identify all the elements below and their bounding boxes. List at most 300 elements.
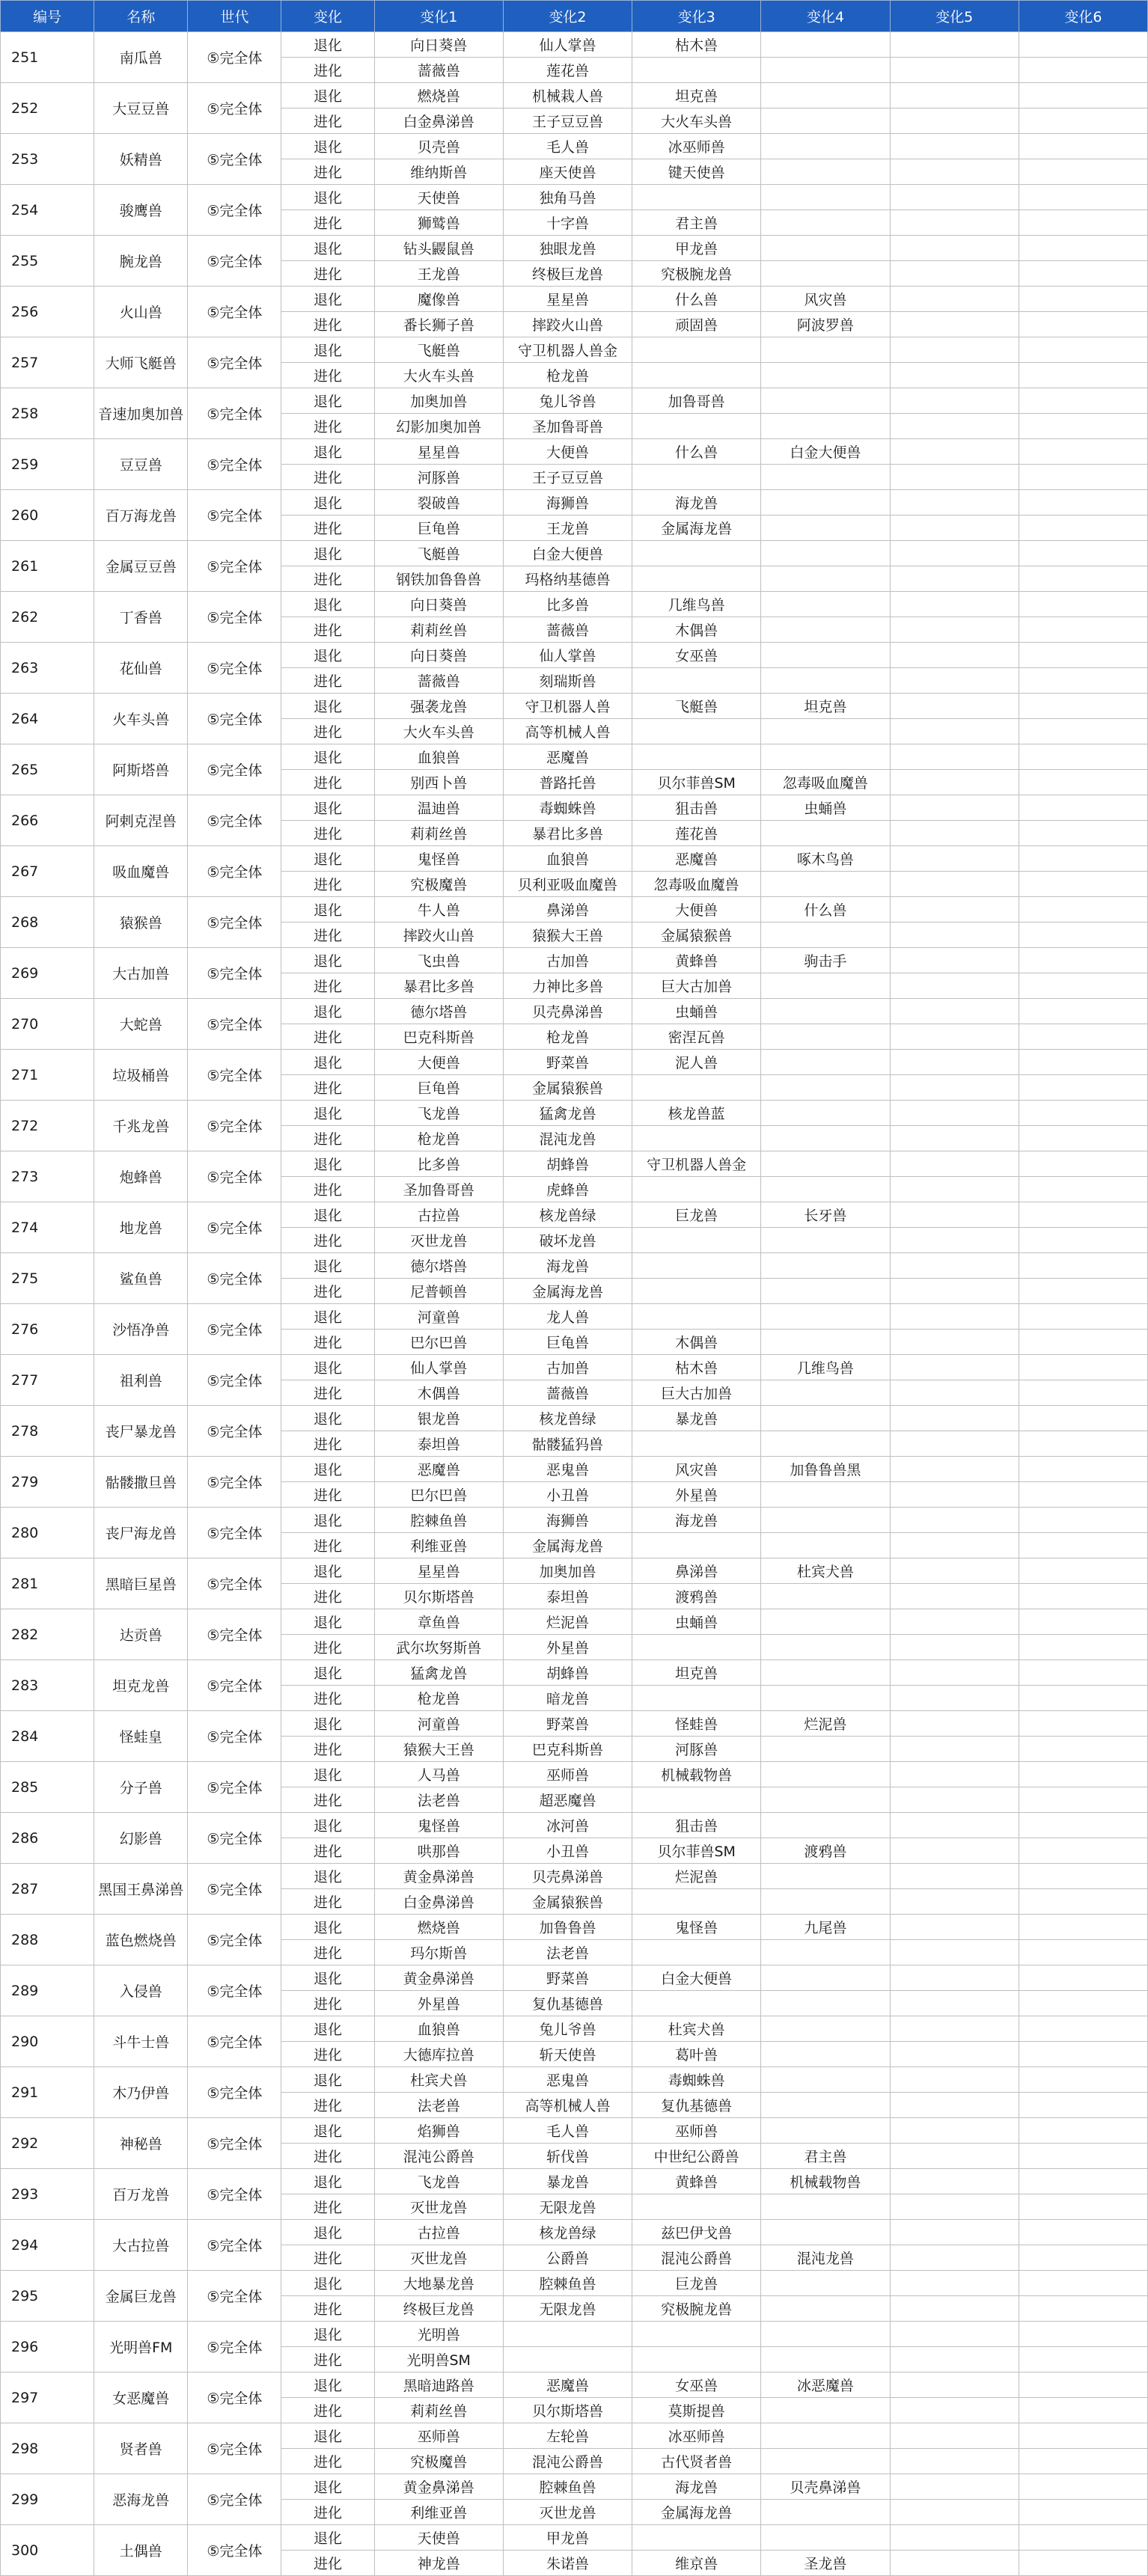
cell-change-5 [890,1202,1019,1228]
cell-change-3: 加鲁哥兽 [632,388,761,414]
cell-name: 垃圾桶兽 [94,1050,188,1101]
cell-change-6 [1019,1508,1147,1533]
cell-change-1: 蔷薇兽 [374,668,503,694]
cell-change-6 [1019,465,1147,490]
cell-change-6 [1019,2042,1147,2067]
cell-devolve-label: 退化 [281,592,374,617]
cell-change-2: 冰河兽 [503,1813,632,1838]
cell-devolve-label: 退化 [281,287,374,312]
cell-evolve-label: 进化 [281,465,374,490]
cell-change-1: 德尔塔兽 [374,999,503,1024]
cell-change-4 [761,2322,890,2347]
table-row [1,2372,1148,2398]
cell-change-6 [1019,1330,1147,1355]
cell-change-4 [761,719,890,744]
cell-change-1: 巴克科斯兽 [374,1024,503,1050]
cell-change-3: 大便兽 [632,897,761,923]
cell-change-1: 向日葵兽 [374,32,503,58]
cell-change-2: 刻瑞斯兽 [503,668,632,694]
cell-change-3: 虫蛹兽 [632,1609,761,1635]
cell-change-1: 焰狮兽 [374,2118,503,2144]
cell-generation: ⑤完全体 [188,2067,281,2118]
cell-change-4 [761,2067,890,2093]
cell-change-6 [1019,2093,1147,2118]
cell-change-1: 武尔坎努斯兽 [374,1635,503,1660]
cell-change-3 [632,58,761,83]
cell-change-3 [632,1889,761,1915]
cell-change-2: 金属海龙兽 [503,1533,632,1558]
cell-name: 恶海龙兽 [94,2474,188,2525]
cell-change-5 [890,1406,1019,1431]
cell-name: 地龙兽 [94,1202,188,1253]
cell-change-2: 暴龙兽 [503,2169,632,2194]
cell-number: 277 [1,1355,94,1406]
cell-change-2: 野菜兽 [503,1965,632,1991]
cell-number: 263 [1,643,94,694]
cell-change-6 [1019,1253,1147,1279]
cell-generation: ⑤完全体 [188,1101,281,1151]
cell-change-2: 守卫机器人兽金 [503,337,632,363]
cell-generation: ⑤完全体 [188,134,281,185]
cell-change-2: 枪龙兽 [503,1024,632,1050]
cell-change-3: 甲龙兽 [632,236,761,261]
cell-change-3: 巨龙兽 [632,1202,761,1228]
cell-change-1: 杜宾犬兽 [374,2067,503,2093]
cell-change-1: 维纳斯兽 [374,159,503,185]
cell-evolve-label: 进化 [281,2093,374,2118]
cell-number: 252 [1,83,94,134]
cell-change-6 [1019,1406,1147,1431]
cell-change-3: 什么兽 [632,439,761,465]
cell-change-6 [1019,1787,1147,1813]
cell-change-1: 巴尔巴兽 [374,1482,503,1508]
cell-evolve-label: 进化 [281,566,374,592]
cell-devolve-label: 退化 [281,2067,374,2093]
cell-devolve-label: 退化 [281,388,374,414]
cell-evolve-label: 进化 [281,1228,374,1253]
cell-change-6 [1019,1380,1147,1406]
cell-name: 阿剌克涅兽 [94,795,188,846]
cell-change-4 [761,1431,890,1457]
cell-change-4 [761,2525,890,2551]
cell-change-5 [890,1787,1019,1813]
cell-number: 298 [1,2423,94,2474]
cell-number: 259 [1,439,94,490]
cell-change-2: 虎蜂兽 [503,1177,632,1202]
cell-change-5 [890,1864,1019,1889]
cell-devolve-label: 退化 [281,1253,374,1279]
cell-change-6 [1019,744,1147,770]
table-row [1,1101,1148,1126]
cell-evolve-label: 进化 [281,414,374,439]
cell-evolve-label: 进化 [281,617,374,643]
cell-change-2: 胡蜂兽 [503,1151,632,1177]
cell-name: 光明兽FM [94,2322,188,2372]
cell-generation: ⑤完全体 [188,2322,281,2372]
cell-devolve-label: 退化 [281,2220,374,2245]
cell-change-6 [1019,1126,1147,1151]
table-row [1,1915,1148,1940]
cell-change-2: 独角马兽 [503,185,632,210]
cell-change-5 [890,566,1019,592]
cell-change-4 [761,1737,890,1762]
cell-change-5 [890,465,1019,490]
cell-change-5 [890,1126,1019,1151]
cell-generation: ⑤完全体 [188,83,281,134]
cell-change-3: 虫蛹兽 [632,999,761,1024]
cell-change-5 [890,490,1019,515]
cell-change-3: 守卫机器人兽金 [632,1151,761,1177]
cell-change-4: 风灾兽 [761,287,890,312]
cell-change-1: 灭世龙兽 [374,2194,503,2220]
cell-evolve-label: 进化 [281,872,374,897]
cell-devolve-label: 退化 [281,1965,374,1991]
cell-change-4 [761,388,890,414]
cell-change-3: 风灾兽 [632,1457,761,1482]
cell-change-6 [1019,1482,1147,1508]
table-row [1,134,1148,159]
cell-change-4: 冰恶魔兽 [761,2372,890,2398]
cell-name: 大古拉兽 [94,2220,188,2271]
cell-change-2: 巫师兽 [503,1762,632,1787]
cell-devolve-label: 退化 [281,2474,374,2500]
cell-change-2: 仙人掌兽 [503,32,632,58]
cell-change-5 [890,1635,1019,1660]
cell-change-6 [1019,973,1147,999]
table-row [1,1660,1148,1686]
cell-name: 金属豆豆兽 [94,541,188,592]
cell-change-3: 女巫兽 [632,2372,761,2398]
cell-change-6 [1019,1813,1147,1838]
cell-change-5 [890,1253,1019,1279]
table-row [1,2271,1148,2296]
cell-change-5 [890,2372,1019,2398]
cell-change-1: 向日葵兽 [374,643,503,668]
cell-change-5 [890,1151,1019,1177]
cell-change-2 [503,2322,632,2347]
cell-change-6 [1019,312,1147,337]
cell-devolve-label: 退化 [281,846,374,872]
cell-change-1: 河豚兽 [374,465,503,490]
cell-change-2: 白金大便兽 [503,541,632,566]
cell-devolve-label: 退化 [281,1660,374,1686]
cell-name: 分子兽 [94,1762,188,1813]
cell-change-5 [890,312,1019,337]
cell-change-6 [1019,490,1147,515]
cell-number: 287 [1,1864,94,1915]
cell-change-1: 莉莉丝兽 [374,821,503,846]
cell-change-2: 鼻涕兽 [503,897,632,923]
cell-change-3: 恶魔兽 [632,846,761,872]
cell-change-2: 核龙兽绿 [503,2220,632,2245]
cell-change-2: 猿猴大王兽 [503,923,632,948]
cell-change-6 [1019,846,1147,872]
cell-change-6 [1019,1101,1147,1126]
cell-change-3 [632,719,761,744]
cell-change-3: 核龙兽蓝 [632,1101,761,1126]
cell-change-4 [761,2423,890,2449]
cell-name: 千兆龙兽 [94,1101,188,1151]
cell-change-2: 猛禽龙兽 [503,1101,632,1126]
cell-change-1: 巫师兽 [374,2423,503,2449]
cell-change-3: 大火车头兽 [632,108,761,134]
cell-change-4 [761,1609,890,1635]
cell-change-2: 普路托兽 [503,770,632,795]
table-row [1,643,1148,668]
cell-generation: ⑤完全体 [188,2016,281,2067]
cell-evolve-label: 进化 [281,2449,374,2474]
cell-number: 300 [1,2525,94,2576]
cell-change-1: 别西卜兽 [374,770,503,795]
cell-change-2: 兔儿爷兽 [503,2016,632,2042]
cell-change-1: 大地暴龙兽 [374,2271,503,2296]
cell-change-5 [890,897,1019,923]
cell-change-4 [761,1940,890,1965]
cell-change-3: 怪蛙兽 [632,1711,761,1737]
cell-generation: ⑤完全体 [188,287,281,337]
cell-change-1: 德尔塔兽 [374,1253,503,1279]
cell-devolve-label: 退化 [281,744,374,770]
cell-change-1: 黄金鼻涕兽 [374,1864,503,1889]
cell-change-1: 外星兽 [374,1991,503,2016]
table-row [1,1406,1148,1431]
cell-change-4: 驹击手 [761,948,890,973]
cell-change-1: 裂破兽 [374,490,503,515]
cell-generation: ⑤完全体 [188,1457,281,1508]
cell-change-2: 加鲁鲁兽 [503,1915,632,1940]
cell-name: 音速加奥加兽 [94,388,188,439]
cell-evolve-label: 进化 [281,515,374,541]
cell-change-2: 斩伐兽 [503,2144,632,2169]
cell-number: 288 [1,1915,94,1965]
cell-change-5 [890,2016,1019,2042]
cell-change-4 [761,2296,890,2322]
cell-change-3: 古代贤者兽 [632,2449,761,2474]
cell-generation: ⑤完全体 [188,1304,281,1355]
cell-change-4 [761,1686,890,1711]
cell-change-1: 巴尔巴兽 [374,1330,503,1355]
table-body [1,32,1148,2576]
table-row [1,846,1148,872]
cell-number: 294 [1,2220,94,2271]
cell-change-6 [1019,668,1147,694]
cell-change-3 [632,1787,761,1813]
table-row [1,185,1148,210]
cell-change-4 [761,1330,890,1355]
cell-generation: ⑤完全体 [188,1508,281,1558]
cell-change-2: 外星兽 [503,1635,632,1660]
cell-change-1: 巨龟兽 [374,1075,503,1101]
cell-change-3: 维京兽 [632,2551,761,2576]
cell-generation: ⑤完全体 [188,1558,281,1609]
cell-change-3: 巨大古加兽 [632,1380,761,1406]
cell-change-5 [890,1965,1019,1991]
cell-number: 283 [1,1660,94,1711]
cell-change-3: 杜宾犬兽 [632,2016,761,2042]
cell-change-5 [890,2245,1019,2271]
cell-change-4: 烂泥兽 [761,1711,890,1737]
cell-change-6 [1019,337,1147,363]
cell-generation: ⑤完全体 [188,592,281,643]
cell-change-5 [890,2398,1019,2423]
cell-change-6 [1019,83,1147,108]
cell-change-5 [890,1508,1019,1533]
cell-change-5 [890,287,1019,312]
cell-change-3: 贝尔菲兽SM [632,770,761,795]
cell-number: 289 [1,1965,94,2016]
cell-change-1: 星星兽 [374,439,503,465]
cell-change-4: 君主兽 [761,2144,890,2169]
cell-change-3 [632,1991,761,2016]
cell-change-6 [1019,1355,1147,1380]
cell-devolve-label: 退化 [281,1864,374,1889]
cell-change-6 [1019,32,1147,58]
cell-change-2: 星星兽 [503,287,632,312]
cell-devolve-label: 退化 [281,337,374,363]
cell-change-4: 加鲁鲁兽黑 [761,1457,890,1482]
cell-change-3: 泥人兽 [632,1050,761,1075]
cell-evolve-label: 进化 [281,973,374,999]
cell-change-3: 坦克兽 [632,83,761,108]
cell-name: 大古加兽 [94,948,188,999]
cell-name: 火车头兽 [94,694,188,744]
cell-name: 丁香兽 [94,592,188,643]
cell-change-3: 究极腕龙兽 [632,2296,761,2322]
cell-number: 276 [1,1304,94,1355]
cell-change-5 [890,1609,1019,1635]
cell-number: 261 [1,541,94,592]
cell-change-5 [890,2322,1019,2347]
cell-change-6 [1019,592,1147,617]
cell-change-5 [890,1075,1019,1101]
cell-change-4 [761,1787,890,1813]
cell-change-5 [890,1431,1019,1457]
table-row [1,1609,1148,1635]
cell-change-2: 玛格纳基德兽 [503,566,632,592]
cell-devolve-label: 退化 [281,185,374,210]
cell-change-2: 甲龙兽 [503,2525,632,2551]
cell-change-1: 枪龙兽 [374,1126,503,1151]
table-row [1,1151,1148,1177]
cell-change-1: 莉莉丝兽 [374,2398,503,2423]
cell-change-6 [1019,1686,1147,1711]
cell-change-5 [890,1304,1019,1330]
cell-change-2: 巨龟兽 [503,1330,632,1355]
table-row [1,287,1148,312]
cell-change-3 [632,185,761,210]
cell-change-6 [1019,515,1147,541]
cell-change-3 [632,1686,761,1711]
cell-number: 267 [1,846,94,897]
table-row [1,1202,1148,1228]
cell-change-6 [1019,1558,1147,1584]
cell-change-1: 黑暗迪路兽 [374,2372,503,2398]
cell-change-3: 毒蜘蛛兽 [632,2067,761,2093]
cell-change-1: 尼普顿兽 [374,1279,503,1304]
cell-change-5 [890,1737,1019,1762]
cell-name: 斗牛士兽 [94,2016,188,2067]
cell-change-2: 海狮兽 [503,1508,632,1533]
cell-change-3: 冰巫师兽 [632,2423,761,2449]
cell-change-5 [890,1711,1019,1737]
cell-change-2: 巴克科斯兽 [503,1737,632,1762]
cell-change-1: 混沌公爵兽 [374,2144,503,2169]
header-change: 变化 [281,1,374,32]
cell-change-1: 猛禽龙兽 [374,1660,503,1686]
cell-change-6 [1019,2144,1147,2169]
cell-change-3: 巨大古加兽 [632,973,761,999]
cell-change-4 [761,261,890,287]
cell-change-1: 狮鹫兽 [374,210,503,236]
cell-change-2: 莲花兽 [503,58,632,83]
cell-change-3: 顽固兽 [632,312,761,337]
cell-devolve-label: 退化 [281,1915,374,1940]
cell-change-2: 暗龙兽 [503,1686,632,1711]
cell-change-1: 飞虫兽 [374,948,503,973]
cell-number: 260 [1,490,94,541]
cell-change-4 [761,414,890,439]
cell-change-4: 虫蛹兽 [761,795,890,821]
cell-change-2: 摔跤火山兽 [503,312,632,337]
cell-change-2: 王子豆豆兽 [503,108,632,134]
cell-generation: ⑤完全体 [188,337,281,388]
cell-generation: ⑤完全体 [188,1711,281,1762]
cell-devolve-label: 退化 [281,1762,374,1787]
cell-change-5 [890,2169,1019,2194]
cell-change-3 [632,2194,761,2220]
cell-name: 金属巨龙兽 [94,2271,188,2322]
cell-devolve-label: 退化 [281,134,374,159]
cell-change-6 [1019,1940,1147,1965]
cell-devolve-label: 退化 [281,2016,374,2042]
table-row [1,1508,1148,1533]
cell-change-3: 贝尔菲兽SM [632,1838,761,1864]
cell-devolve-label: 退化 [281,2271,374,2296]
cell-generation: ⑤完全体 [188,1864,281,1915]
cell-evolve-label: 进化 [281,2144,374,2169]
cell-evolve-label: 进化 [281,2500,374,2525]
cell-generation: ⑤完全体 [188,1050,281,1101]
cell-generation: ⑤完全体 [188,1202,281,1253]
cell-evolve-label: 进化 [281,923,374,948]
cell-change-6 [1019,1304,1147,1330]
cell-number: 293 [1,2169,94,2220]
table-row [1,1558,1148,1584]
cell-change-1: 牛人兽 [374,897,503,923]
cell-change-6 [1019,1151,1147,1177]
cell-change-1: 腔棘鱼兽 [374,1508,503,1533]
cell-change-3 [632,1431,761,1457]
cell-change-3 [632,465,761,490]
table-row [1,490,1148,515]
cell-number: 273 [1,1151,94,1202]
cell-change-6 [1019,999,1147,1024]
cell-change-6 [1019,2271,1147,2296]
cell-devolve-label: 退化 [281,236,374,261]
cell-change-5 [890,999,1019,1024]
table-row [1,1762,1148,1787]
cell-evolve-label: 进化 [281,1737,374,1762]
cell-change-6 [1019,1050,1147,1075]
cell-change-4: 贝壳鼻涕兽 [761,2474,890,2500]
cell-change-5 [890,2449,1019,2474]
cell-change-1: 魔像兽 [374,287,503,312]
cell-number: 290 [1,2016,94,2067]
cell-change-4: 忽毒吸血魔兽 [761,770,890,795]
cell-change-4: 几维鸟兽 [761,1355,890,1380]
cell-generation: ⑤完全体 [188,541,281,592]
table-row [1,744,1148,770]
